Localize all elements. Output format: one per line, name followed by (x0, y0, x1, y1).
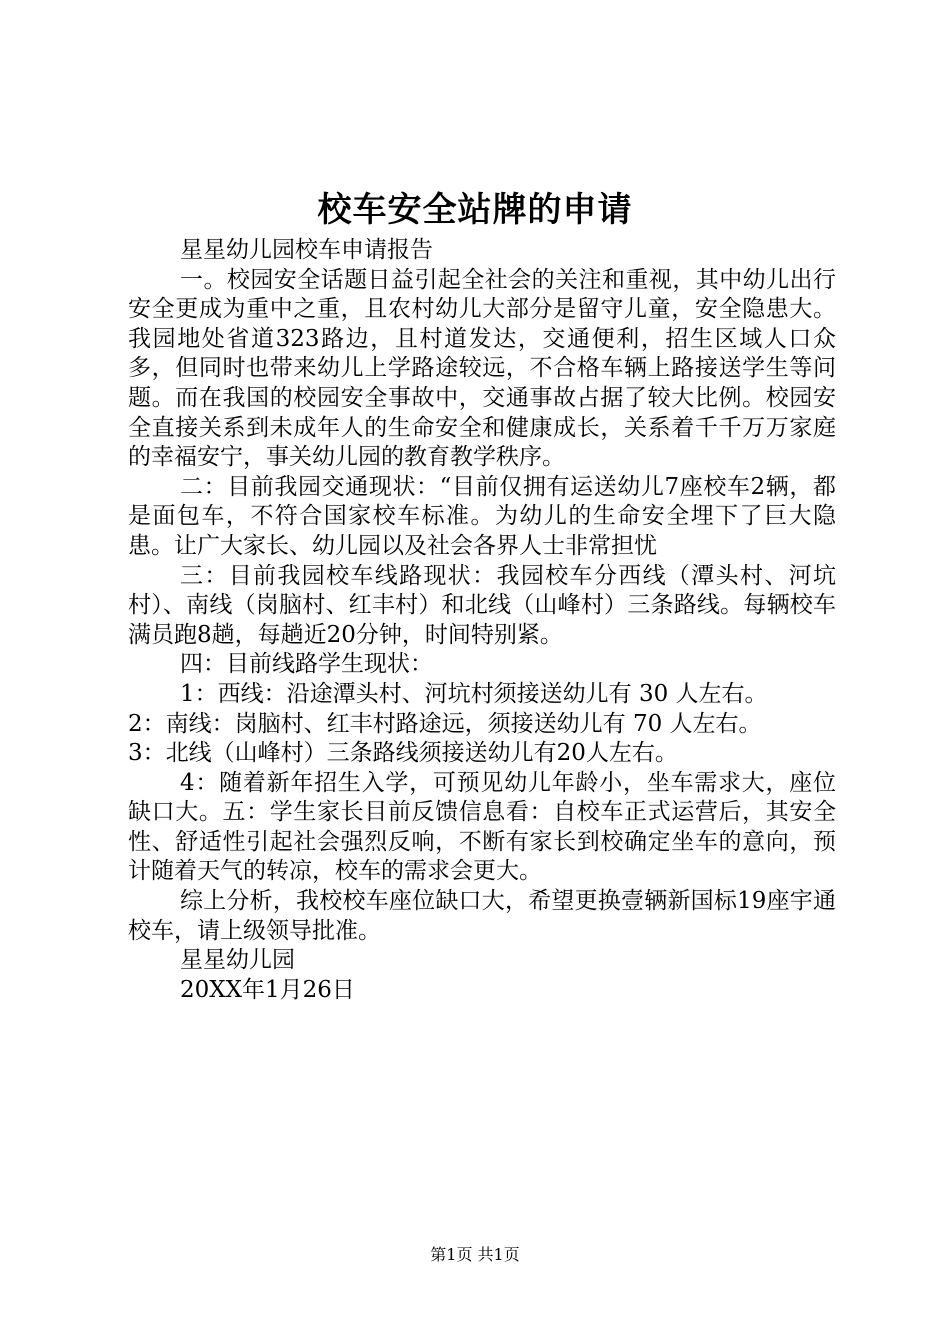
document-title: 校车安全站牌的申请 (317, 190, 633, 230)
signature: 星星幼儿园 (180, 947, 295, 974)
paragraph-3: 三：目前我园校车线路现状：我园校车分西线（潭头村、河坑村）、南线（岗脑村、红丰村）和北线（山峰村）三条路线。每辆校车满员跑8趟，每趟近20分钟，时间特别紧。 (128, 562, 836, 648)
route-west-line: 1：西线：沿途潭头村、河坑村须接送幼儿有 30 人左右。 (180, 680, 768, 707)
date: 20XX年1月26日 (180, 976, 355, 1003)
route-north-line: 3：北线（山峰村）三条路线须接送幼儿有20人左右。 (128, 740, 678, 767)
route-south-line: 2：南线：岗脑村、红丰村路途远，须接送幼儿有 70 人左右。 (128, 710, 762, 737)
paragraph-2: 二：目前我园交通现状：“目前仅拥有运送幼儿7座校车2辆，都是面包车，不符合国家校车标准。为幼儿的生命安全埋下了巨大隐患。让广大家长、幼儿园以及社会各界人士非常担忧 (128, 473, 836, 559)
paragraph-1: 一。校园安全话题日益引起全社会的关注和重视，其中幼儿出行安全更成为重中之重，且农村幼儿大部分是留守儿童，安全隐患大。我园地处省道323路边，且村道发达，交通便利，招生区域人口众多，但同时也带来幼儿上学路途较远，不合格车辆上路接送学生等问题。而在我国的校园安全事故中，交通事故占据了较大比例。校园安全直接关系到未成年人的生命安全和健康成长，关系着千千万万家庭的幸福安宁，事关幼儿园的教育教学秩序。 (128, 266, 836, 471)
paragraph-4-heading: 四：目前线路学生现状： (180, 651, 433, 678)
paragraph-6: 综上分析，我校校车座位缺口大，希望更换壹辆新国标19座宇通校车，请上级领导批准。 (128, 888, 836, 944)
paragraph-5: 4：随着新年招生入学，可预见幼儿年龄小，坐车需求大，座位缺口大。五：学生家长目前反馈信息看：自校车正式运营后，其安全性、舒适性引起社会强烈反响，不断有家长到校确定坐车的意向，预计随着天气的转凉，校车的需求会更大。 (128, 769, 836, 885)
heading-line: 星星幼儿园校车申请报告 (180, 237, 433, 263)
page-footer: 第1页 共1页 (430, 1245, 520, 1264)
document-body (128, 236, 836, 1005)
